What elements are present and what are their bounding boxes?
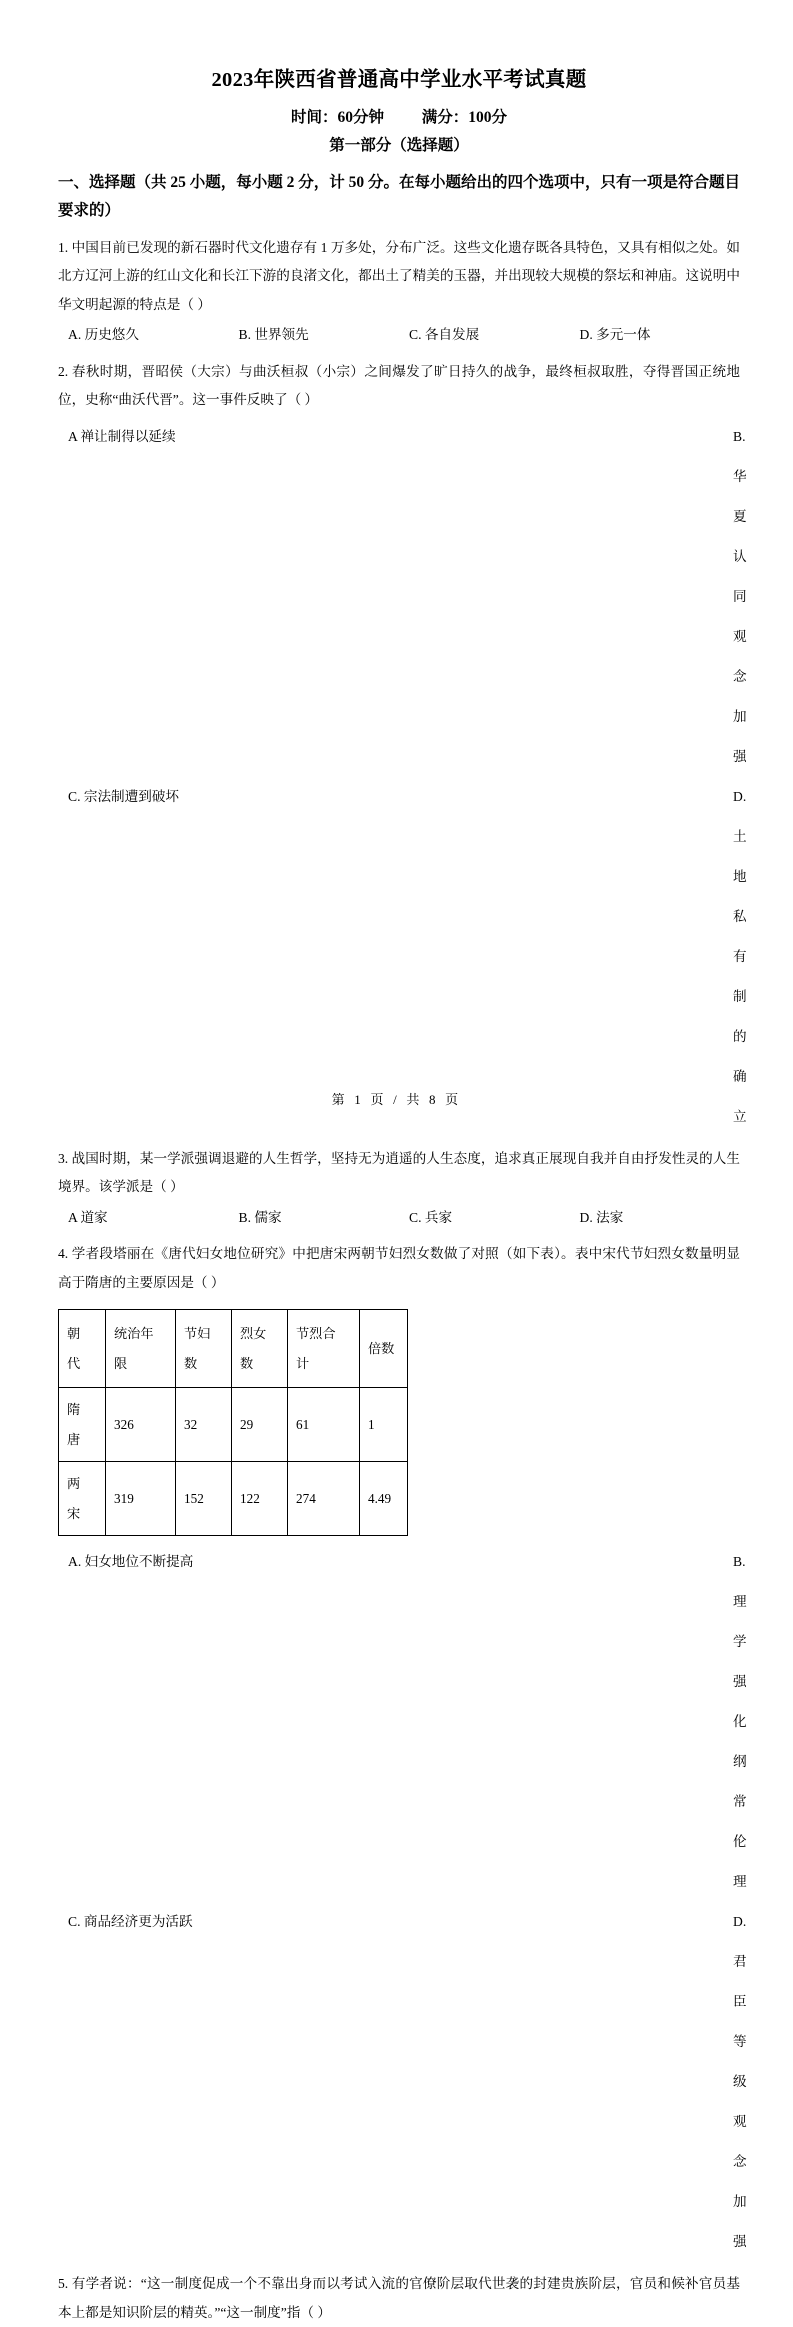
question-1: [58, 234, 740, 320]
question-2-option-c[interactable]: C. 宗法制遭到破坏: [68, 788, 180, 804]
question-3-option-a[interactable]: A 道家: [68, 1209, 108, 1225]
question-3: [58, 1145, 740, 1202]
question-4-options: [58, 1542, 747, 2262]
question-2-options-line-1: [58, 417, 747, 777]
table-cell-dynasty-line1: 隋: [67, 1401, 81, 1417]
question-1-option-d[interactable]: D. 多元一体: [579, 327, 651, 343]
table-header-years-line2: 限: [114, 1355, 128, 1371]
question-1-option-a[interactable]: A. 历史悠久: [68, 327, 139, 343]
question-1-option-c[interactable]: C. 各自发展: [409, 327, 480, 343]
question-2-options-line-2: [58, 777, 747, 1137]
question-3-option-c[interactable]: C. 兵家: [409, 1209, 453, 1225]
table-header-chaste-widows-line2: 数: [184, 1355, 198, 1371]
table-header-years-line1: 统治年: [114, 1325, 154, 1341]
question-4-option-b[interactable]: B. 理学强化纲常伦理: [733, 1554, 747, 1890]
part-heading: 第一部分（选择题）: [329, 136, 469, 154]
page-title: 2023年陕西省普通高中学业水平考试真题: [211, 69, 587, 91]
question-4-options-line-2: [58, 1902, 747, 2262]
chaste-women-table-wrap: [58, 1309, 740, 1536]
table-header-years: [106, 1310, 176, 1388]
question-3-stem: 3. 战国时期，某一学派强调退避的人生哲学，坚持无为逍遥的人生态度，追求真正展现自我并自由抒发性灵的人生境界。该学派是（ ）: [58, 1150, 740, 1195]
table-cell-dynasty-line2: 宋: [67, 1505, 81, 1521]
page-content: [58, 0, 747, 2327]
question-3-options: [58, 1204, 740, 1233]
table-header-chaste-widows: [176, 1310, 232, 1388]
question-1-option-b[interactable]: B. 世界领先: [238, 327, 309, 343]
question-2: [58, 358, 740, 415]
question-2-option-b[interactable]: B. 华夏认同观念加强: [733, 428, 747, 764]
table-cell-dynasty: [59, 1462, 106, 1536]
table-cell-martyr-women: 29: [232, 1388, 288, 1462]
question-5-stem: 5. 有学者说：“这一制度促成一个不靠出身而以考试入流的官僚阶层取代世袭的封建贵族阶层，官员和候补官员基本上都是知识阶层的精英。”“这一制度”指（ ）: [58, 2276, 740, 2320]
table-cell-dynasty-line2: 唐: [67, 1431, 81, 1447]
question-4-option-a[interactable]: A. 妇女地位不断提高: [68, 1554, 194, 1570]
question-4-options-line-1: [58, 1542, 747, 1902]
table-cell-years: 319: [106, 1462, 176, 1536]
table-header-total-line1: 节烈合: [296, 1325, 336, 1341]
table-header-martyr-women: [232, 1310, 288, 1388]
table-header-dynasty-line2: 代: [67, 1355, 81, 1371]
question-2-option-d[interactable]: D. 土地私有制的确立: [733, 788, 747, 1124]
table-header-dynasty: [59, 1310, 106, 1388]
table-cell-years: 326: [106, 1388, 176, 1462]
table-header-multiple: 倍数: [360, 1310, 408, 1388]
question-4-stem: 4. 学者段塔丽在《唐代妇女地位研究》中把唐宋两朝节妇烈女数做了对照（如下表）。表中宋代节妇烈女数量明显高于隋唐的主要原因是（ ）: [58, 1246, 740, 1290]
table-cell-total: 274: [288, 1462, 360, 1536]
question-3-option-d[interactable]: D. 法家: [579, 1209, 624, 1225]
question-4-option-c[interactable]: C. 商品经济更为活跃: [68, 1914, 193, 1930]
question-1-stem: 1. 中国目前已发现的新石器时代文化遗存有 1 万多处，分布广泛。这些文化遗存既各具特色，又具有相似之处。如北方辽河上游的红山文化和长江下游的良渚文化，都出土了精美的玉器，并出现较大规模的祭坛和神庙。这说明中华文明起源的特点是（ ）: [58, 239, 740, 312]
question-1-options: [58, 321, 740, 350]
question-3-option-b[interactable]: B. 儒家: [238, 1209, 282, 1225]
table-header-total: [288, 1310, 360, 1388]
table-header-martyr-women-line1: 烈女: [240, 1325, 267, 1341]
table-row: [59, 1462, 408, 1536]
table-cell-chaste-widows: 32: [176, 1388, 232, 1462]
table-header-martyr-women-line2: 数: [240, 1355, 254, 1371]
table-header-row: [59, 1310, 408, 1388]
question-4: [58, 1240, 740, 1297]
section-instruction: 一、选择题（共 25 小题，每小题 2 分，计 50 分。在每小题给出的四个选项中，只有一项是符合题目要求的）: [58, 173, 741, 220]
table-row: [59, 1388, 408, 1462]
table-cell-multiple: 4.49: [360, 1462, 408, 1536]
table-cell-multiple: 1: [360, 1388, 408, 1462]
question-5: [58, 2270, 740, 2327]
table-cell-dynasty: [59, 1388, 106, 1462]
question-2-stem: 2. 春秋时期，晋昭侯（大宗）与曲沃桓叔（小宗）之间爆发了旷日持久的战争，最终桓叔取胜，夺得晋国正统地位，史称“曲沃代晋”。这一事件反映了（ ）: [58, 363, 740, 408]
table-header-dynasty-line1: 朝: [67, 1325, 81, 1341]
table-cell-total: 61: [288, 1388, 360, 1462]
time-label: 时间：60分钟: [290, 108, 384, 126]
page-footer: 第 1 页 / 共 8 页: [331, 1092, 462, 1107]
table-cell-chaste-widows: 152: [176, 1462, 232, 1536]
question-4-option-d[interactable]: D. 君臣等级观念加强: [733, 1914, 747, 2250]
exam-meta-line: [58, 106, 740, 130]
chaste-women-table: [58, 1309, 408, 1536]
table-header-total-line2: 计: [296, 1355, 310, 1371]
table-cell-dynasty-line1: 两: [67, 1475, 81, 1491]
question-2-options: [58, 417, 747, 1137]
score-label: 满分：100分: [421, 108, 508, 126]
table-header-chaste-widows-line1: 节妇: [184, 1325, 211, 1341]
question-2-option-a[interactable]: A 禅让制得以延续: [68, 428, 176, 444]
table-cell-martyr-women: 122: [232, 1462, 288, 1536]
